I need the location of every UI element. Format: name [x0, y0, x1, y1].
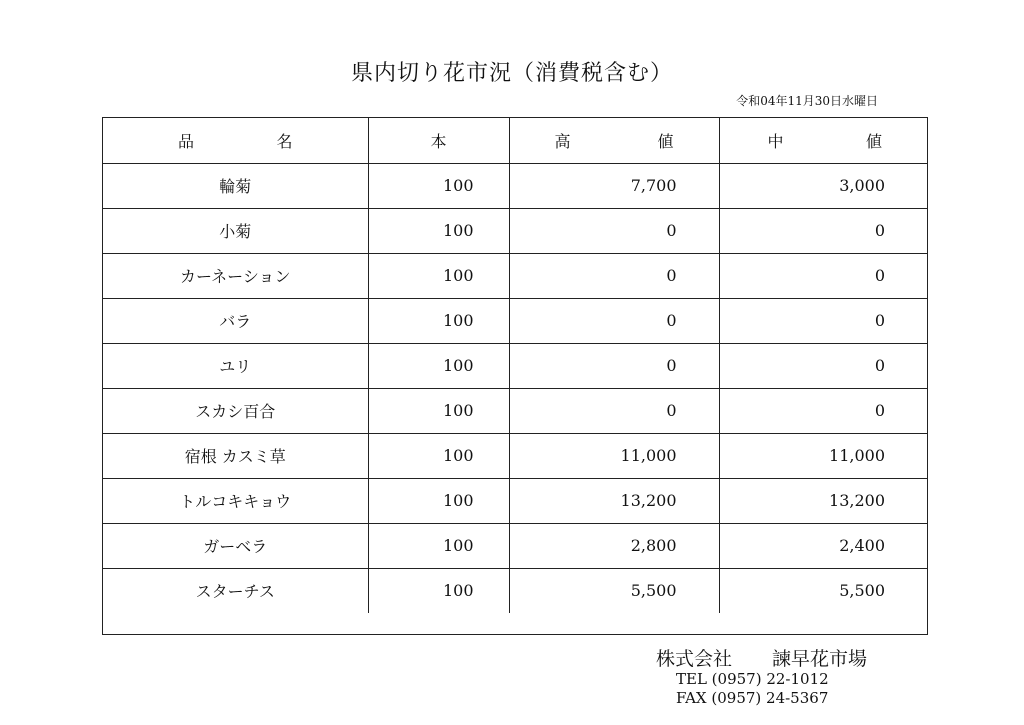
table-row — [103, 478, 927, 523]
header-qty: 本 — [368, 118, 509, 163]
row-high-price: 0 — [509, 253, 719, 298]
header-mid-price — [719, 118, 927, 163]
row-mid-price: 0 — [719, 343, 927, 388]
header-mid-char2: 値 — [865, 131, 882, 151]
row-high-price: 0 — [509, 343, 719, 388]
company-fax: FAX (0957) 24-5367 — [676, 689, 829, 707]
row-item-name: 宿根 カスミ草 — [103, 433, 368, 478]
row-item-name: 小菊 — [103, 208, 368, 253]
table-row — [103, 253, 927, 298]
row-mid-price: 11,000 — [719, 433, 927, 478]
row-qty: 100 — [368, 163, 509, 208]
row-qty: 100 — [368, 433, 509, 478]
row-item-name: 輪菊 — [103, 163, 368, 208]
row-mid-price: 0 — [719, 253, 927, 298]
table-row — [103, 343, 927, 388]
header-item-name — [103, 118, 368, 163]
row-qty: 100 — [368, 568, 509, 613]
table-row — [103, 388, 927, 433]
table-row — [103, 568, 927, 613]
row-qty: 100 — [368, 478, 509, 523]
row-high-price: 2,800 — [509, 523, 719, 568]
row-qty: 100 — [368, 208, 509, 253]
row-qty: 100 — [368, 523, 509, 568]
row-item-name: ガーベラ — [103, 523, 368, 568]
header-high-price — [509, 118, 719, 163]
row-mid-price: 0 — [719, 298, 927, 343]
row-item-name: スターチス — [195, 582, 275, 602]
report-date: 令和04年11月30日水曜日 — [736, 94, 878, 108]
row-mid-price: 0 — [719, 208, 927, 253]
row-high-price: 13,200 — [509, 478, 719, 523]
row-item-name: カーネーション — [103, 253, 368, 298]
company-brand: 諫早花市場 — [772, 648, 868, 670]
table-row — [103, 523, 927, 568]
row-high-price: 0 — [509, 208, 719, 253]
table-row — [103, 298, 927, 343]
company-tel: TEL (0957) 22-1012 — [676, 670, 829, 688]
row-high-price: 11,000 — [509, 433, 719, 478]
row-mid-price: 13,200 — [719, 478, 927, 523]
page-title: 県内切り花市況（消費税含む） — [350, 61, 673, 86]
row-qty: 100 — [368, 343, 509, 388]
company-name — [656, 644, 867, 671]
market-table-frame — [102, 117, 928, 635]
row-high-price: 7,700 — [509, 163, 719, 208]
row-item-name: バラ — [103, 298, 368, 343]
table-row — [103, 208, 927, 253]
table-row — [103, 163, 927, 208]
table-row — [103, 433, 927, 478]
row-item-name: トルコキキョウ — [103, 478, 368, 523]
header-mid-char1: 中 — [767, 131, 784, 151]
row-qty: 100 — [368, 253, 509, 298]
table-header-row — [103, 118, 927, 163]
row-mid-price: 0 — [719, 388, 927, 433]
header-high-char2: 値 — [657, 131, 674, 151]
row-mid-price: 2,400 — [719, 523, 927, 568]
row-high-price: 0 — [509, 388, 719, 433]
row-high-price: 0 — [509, 298, 719, 343]
header-item-name-char2: 名 — [276, 131, 293, 151]
company-type: 株式会社 — [656, 648, 733, 670]
row-qty: 100 — [368, 388, 509, 433]
row-item-name: ユリ — [103, 343, 368, 388]
market-table — [103, 118, 927, 613]
row-mid-price: 3,000 — [719, 163, 927, 208]
row-mid-price: 5,500 — [719, 568, 927, 613]
header-high-char1: 高 — [554, 131, 571, 151]
header-item-name-char1: 品 — [178, 131, 195, 151]
row-item-name: スカシ百合 — [103, 388, 368, 433]
row-high-price: 5,500 — [509, 568, 719, 613]
row-qty: 100 — [368, 298, 509, 343]
